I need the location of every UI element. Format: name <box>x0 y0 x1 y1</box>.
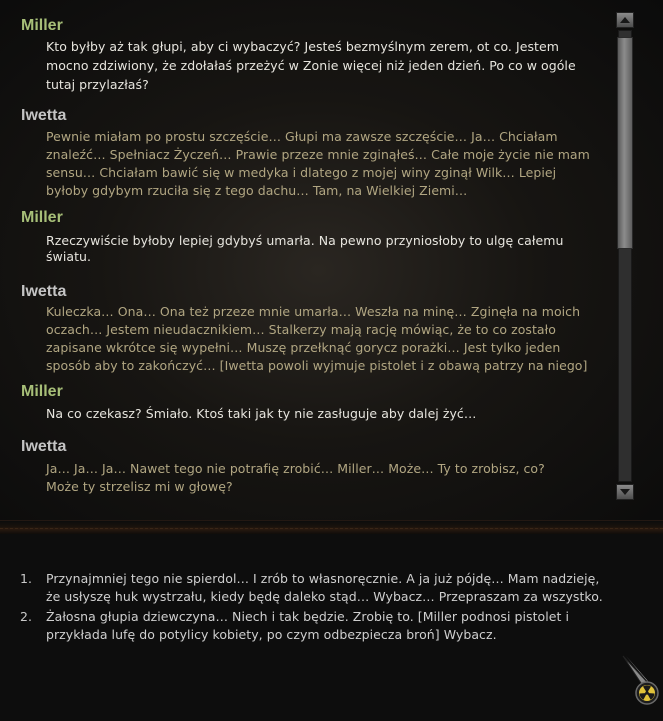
history-scrollbar[interactable] <box>615 12 635 500</box>
speaker-name: Miller <box>21 17 63 34</box>
dialog-line: byłoby gdybym rzuciła się z tego dachu… Tam, na Wielkiej Ziemi… <box>46 183 468 198</box>
radiation-pda-icon[interactable] <box>617 652 663 710</box>
answer-line[interactable]: Przynajmniej tego nie spierdol… I zrób to własnoręcznie. A ja już pójdę… Mam nadzieję, <box>46 571 600 586</box>
dialog-line: Może ty strzelisz mi w głowę? <box>46 479 233 494</box>
answer-number: 2. <box>20 609 32 624</box>
arrow-down-icon <box>620 489 630 495</box>
arrow-up-icon <box>620 17 630 23</box>
answer-line[interactable]: Żałosna głupia dziewczyna… Niech i tak będzie. Zrobię to. [Miller podnosi pistolet i <box>46 609 569 624</box>
dialog-line: światu. <box>46 249 92 264</box>
dialog-line: Na co czekasz? Śmiało. Ktoś taki jak ty nie zasługuje aby dalej żyć… <box>46 406 477 421</box>
dialog-line: Pewnie miałam po prostu szczęście… Głupi ma zawsze szczęście… Ja… Chciałam <box>46 129 558 144</box>
panel-divider <box>0 520 663 534</box>
dialog-line: znaleźć… Spełniacz Życzeń… Prawie przeze mnie zginąłeś… Całe moje życie nie mam <box>46 147 590 162</box>
dialog-line: tutaj przylazłaś? <box>46 77 149 92</box>
answers-panel <box>0 534 663 721</box>
answer-number: 1. <box>20 571 32 586</box>
scroll-down-button[interactable] <box>616 484 634 500</box>
dialog-line: Kto byłby aż tak głupi, aby ci wybaczyć? Jesteś bezmyślnym zerem, ot co. Jestem <box>46 39 559 54</box>
speaker-name: Miller <box>21 209 63 226</box>
scroll-up-button[interactable] <box>616 12 634 28</box>
speaker-name: Iwetta <box>21 283 67 300</box>
dialog-line: sposób aby to zakończyć… [Iwetta powoli wyjmuje pistolet i z obawą patrzy na niego] <box>46 358 588 373</box>
dialog-line: mocno zdziwiony, że zdołałaś przeżyć w Zonie więcej niż jeden dzień. Po co w ogóle <box>46 58 576 73</box>
scrollbar-thumb[interactable] <box>617 37 633 249</box>
answer-line[interactable]: że usłyszę huk wystrzału, kiedy będę daleko stąd… Wybacz… Przepraszam za wszystko. <box>46 589 603 604</box>
answer-line[interactable]: przykłada lufę do potylicy kobiety, po czym odbezpiecza broń] Wybacz. <box>46 627 497 642</box>
dialog-line: Kuleczka… Ona… Ona też przeze mnie umarła… Weszła na minę… Zginęła na moich <box>46 304 581 319</box>
speaker-name: Iwetta <box>21 107 67 124</box>
dialog-line: zapisane wkrótce się wypełni… Muszę przełknąć gorycz porażki… Jest tylko jeden <box>46 340 561 355</box>
dialog-line: Ja… Ja… Ja… Nawet tego nie potrafię zrobić… Miller… Może… Ty to zrobisz, co? <box>46 461 545 476</box>
dialog-line: oczach… Jestem nieudacznikiem… Stalkerzy mają rację mówiąc, że to co zostało <box>46 322 556 337</box>
speaker-name: Miller <box>21 383 63 400</box>
dialog-line: sensu… Chciałam bawić się w medyka i dlatego z mojej winy zginął Wilk… Lepiej <box>46 165 557 180</box>
dialog-line: Rzeczywiście byłoby lepiej gdybyś umarła. Na pewno przyniosłoby to ulgę całemu <box>46 233 564 248</box>
speaker-name: Iwetta <box>21 438 67 455</box>
